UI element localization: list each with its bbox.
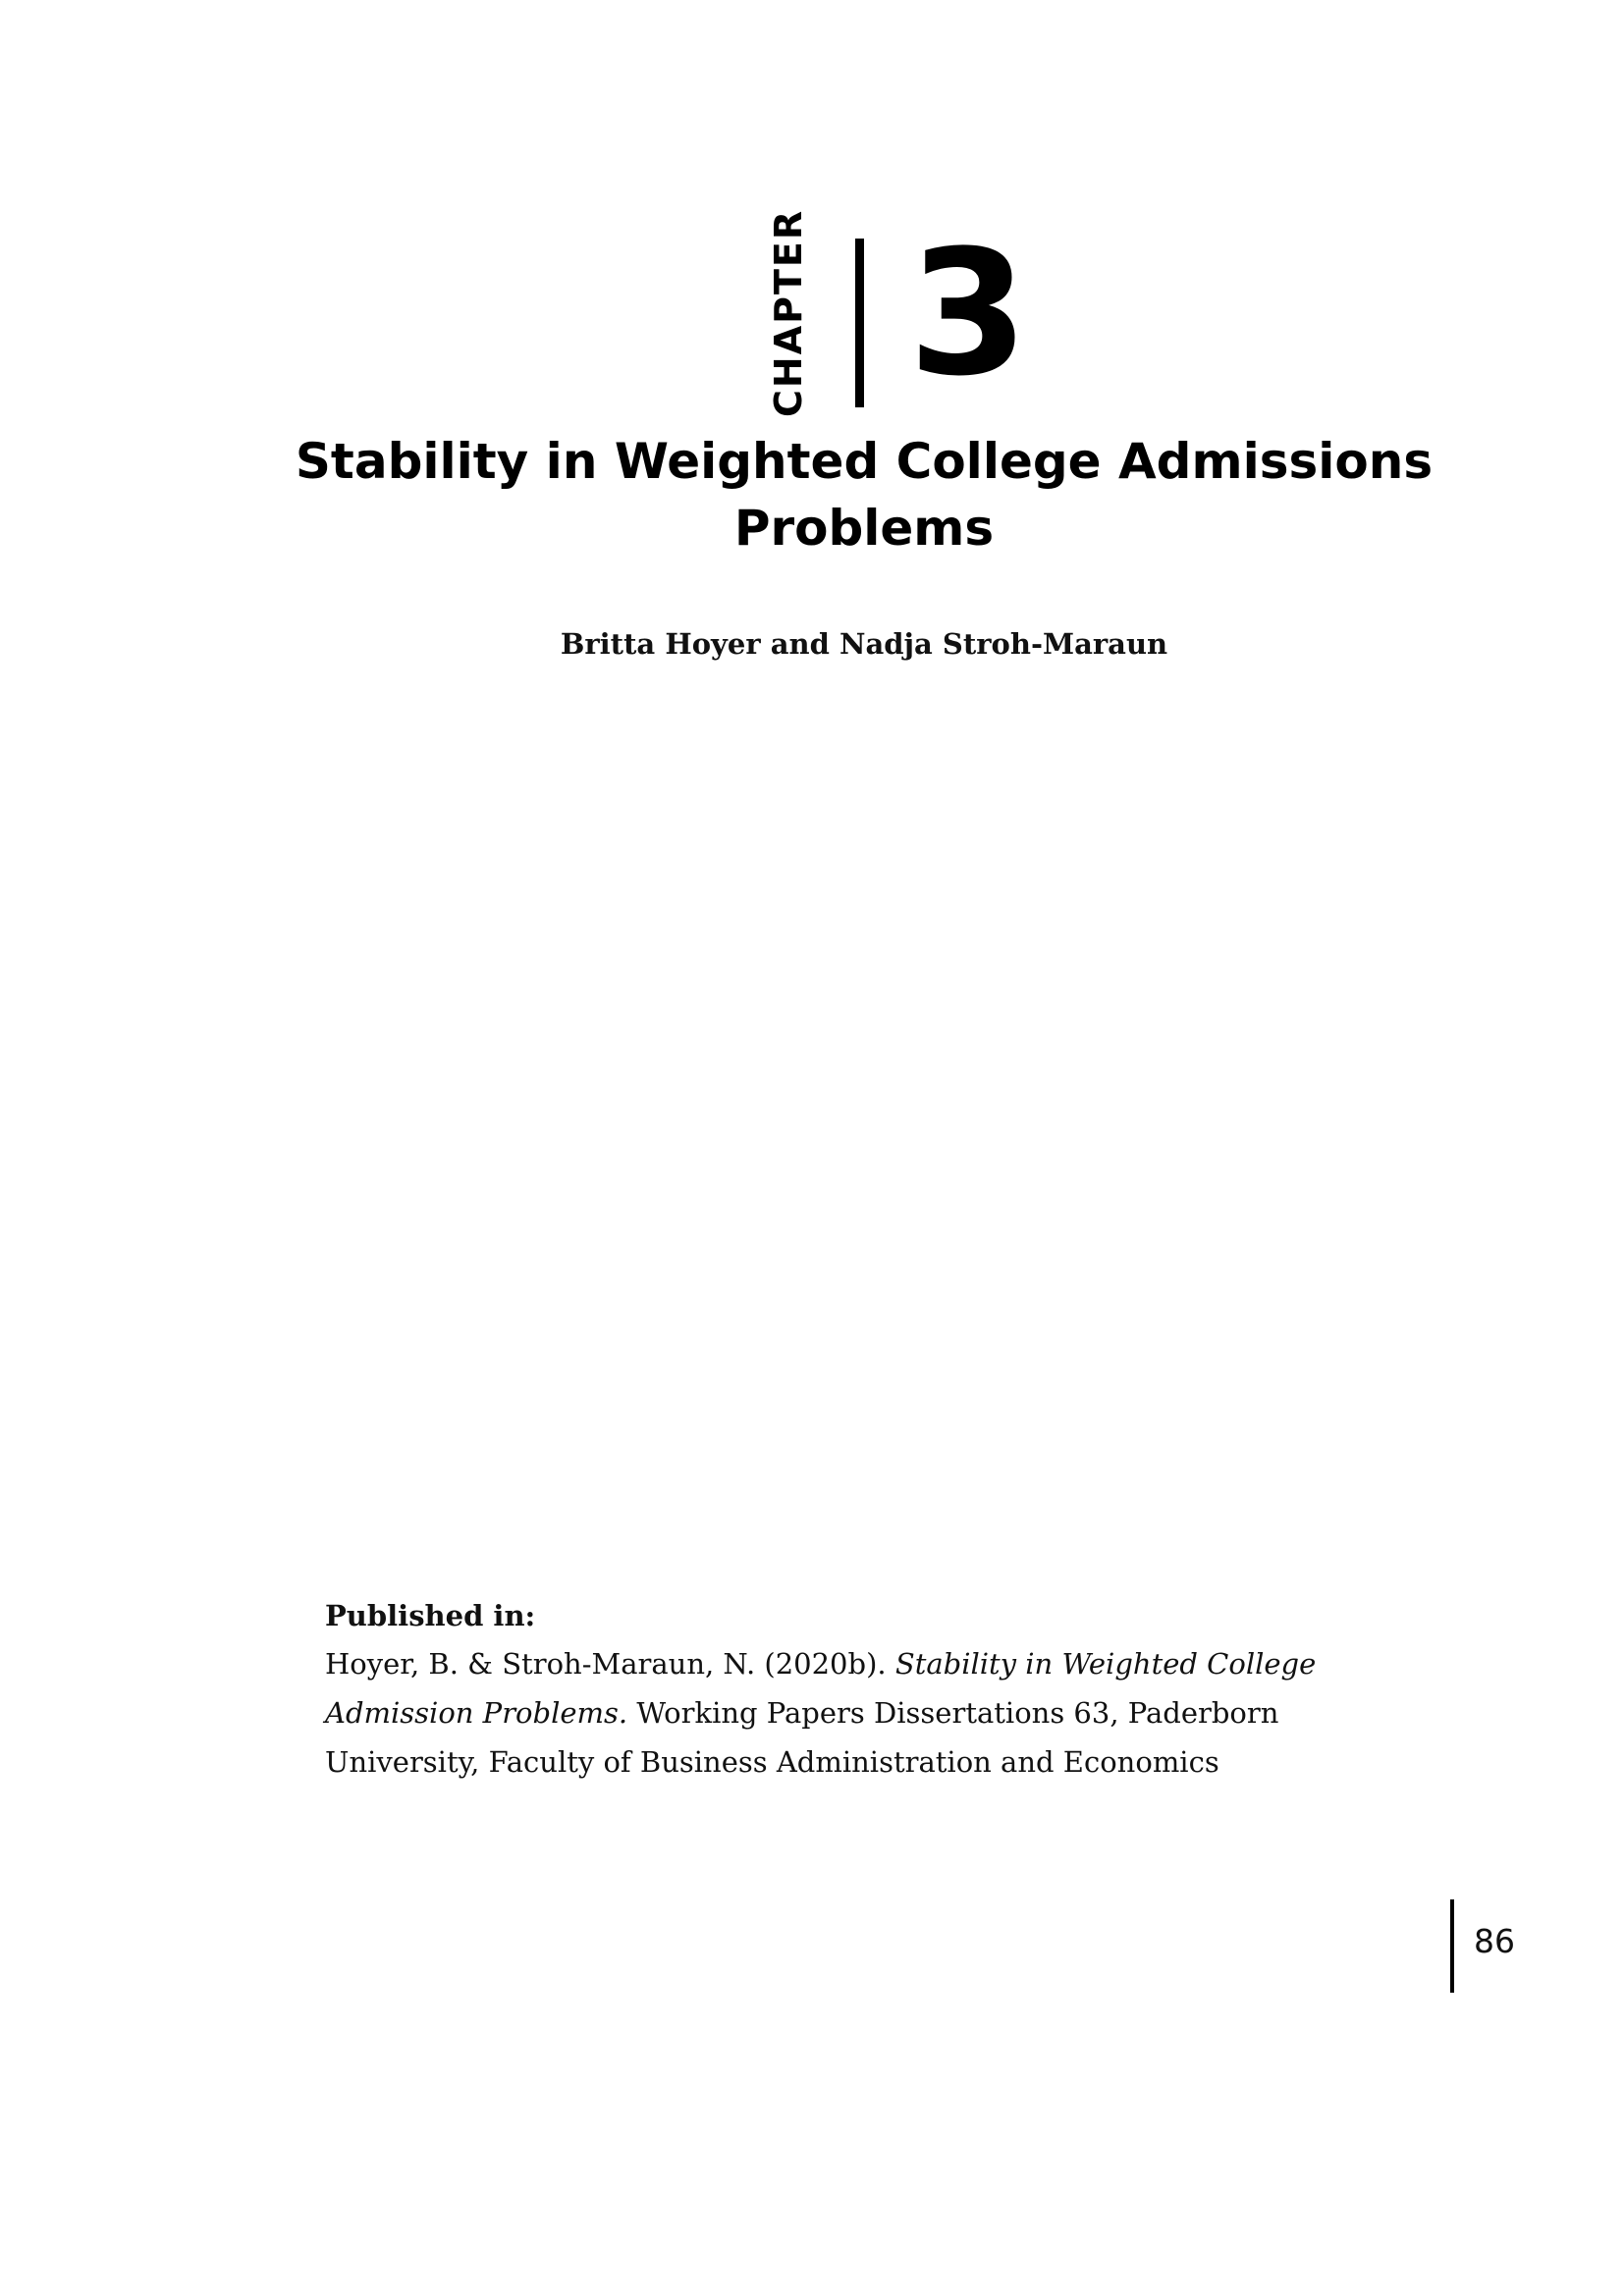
chapter-label: CHAPTER [767,208,810,417]
citation-title: Stability in Weighted College Admission Problems. [325,1647,1317,1730]
page-number: 86 [1474,1922,1515,1960]
authors: Britta Hoyer and Nadja Stroh-Maraun [560,627,1168,661]
page-number-divider [1450,1899,1454,1993]
citation-details: Working Papers Dissertations 63, Paderborn University, Faculty of Business Administration and Economics [325,1696,1279,1779]
chapter-divider [855,239,864,407]
publication-citation [325,1639,1415,1787]
publication-heading: Published in: [325,1599,536,1632]
chapter-number: 3 [908,213,1029,414]
chapter-title [275,428,1453,561]
page-number-block [1450,1899,1529,1993]
chapter-title-line-1: Stability in Weighted College Admissions [295,433,1434,490]
publication-note [325,1592,1415,1787]
chapter-title-line-2: Problems [733,500,995,557]
citation-authors-year: Hoyer, B. & Stroh-Maraun, N. (2020b). [325,1647,895,1681]
